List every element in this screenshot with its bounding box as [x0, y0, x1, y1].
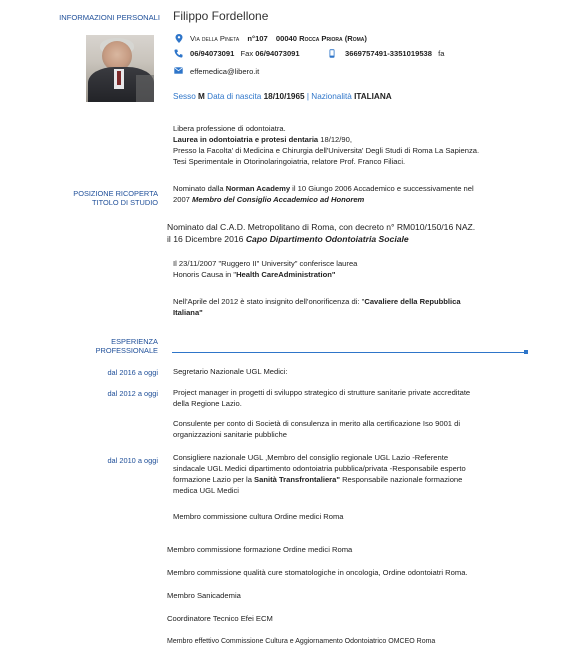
experience-divider: [172, 352, 524, 353]
membro-sanicademia: Membro Sanicademia: [167, 591, 241, 600]
exp-2010-text-a: formazione Lazio per la: [173, 475, 255, 484]
cavaliere-text: Nell'Aprile del 2012 è stato insignito dell'onorificenza di: ": [173, 297, 365, 306]
date-2012: dal 2012 a oggi: [107, 389, 158, 398]
cavaliere-title: Cavaliere della Repubblica: [364, 297, 461, 306]
education-line-2: [173, 135, 352, 145]
consulente-line-2: organizzazioni sanitarie pubbliche: [173, 430, 287, 439]
norman-line-2: [173, 195, 364, 205]
norman-text-a: Nominato dalla: [173, 184, 226, 193]
cad-date: il 16 Dicembre 2016: [167, 234, 246, 244]
ruggero-line-2: [173, 270, 335, 280]
dob-value: 18/10/1965: [263, 92, 305, 101]
education-line-1: Libera professione di odontoiatra.: [173, 124, 286, 133]
section-label-personal-info: INFORMAZIONI PERSONALI: [59, 13, 160, 22]
education-line-3: Presso la Facolta' di Medicina e Chirurgia dell'Universita' Degli Studi di Roma La Sapienza.: [173, 146, 480, 155]
phone-icon: [174, 49, 183, 58]
address-street: Via della Pineta: [190, 34, 240, 43]
address-number: n°107: [247, 34, 268, 43]
experience-label-line-2: PROFESSIONALE: [95, 346, 158, 355]
divider-end-marker: [524, 350, 528, 354]
experience-label-line-1: ESPERIENZA: [111, 337, 158, 346]
phone-number: 06/94073091: [190, 49, 235, 58]
norman-academy: Norman Academy: [225, 184, 291, 193]
exp-2012-line-1: Project manager in progetti di sviluppo strategico di strutture sanitarie private accreditate: [173, 388, 471, 397]
mobile-suffix: fa: [438, 49, 445, 58]
exp-2010-sanita: Sanità Transfrontaliera": [254, 475, 340, 484]
date-2010: dal 2010 a oggi: [107, 456, 158, 465]
location-pin-icon: [174, 34, 183, 43]
exp-2010-line-3: [173, 475, 462, 485]
norman-year: 2007: [173, 195, 193, 204]
ruggero-field: Health CareAdministration": [236, 270, 336, 279]
membro-qualita: Membro commissione qualità cure stomatologiche in oncologia, Ordine odontoiatri Roma.: [167, 568, 468, 577]
exp-2010-line-4: medica UGL Medici: [173, 486, 239, 495]
degree-date: 18/12/90,: [318, 135, 352, 144]
address-city: 00040 Rocca Priora (Roma): [275, 34, 367, 43]
norman-membership: Membro del Consiglio Accademico ad Honorem: [192, 195, 365, 204]
coordinatore-efei: Coordinatore Tecnico Efei ECM: [167, 614, 273, 623]
position-label-line-1: POSIZIONE RICOPERTA: [73, 189, 158, 198]
section-label-position: [20, 189, 158, 207]
ruggero-line-1: Il 23/11/2007 "Ruggero II" University" conferisce laurea: [173, 259, 358, 268]
phone-line: [190, 49, 300, 59]
education-line-4: Tesi Sperimentale in Otorinolaringoiatria, relatore Prof. Franco Filiaci.: [173, 157, 406, 166]
person-name: Filippo Fordellone: [173, 9, 269, 23]
mobile-number: 3669757491-3351019538: [345, 49, 432, 58]
address-line: [190, 34, 367, 44]
personal-details: [173, 92, 392, 102]
membro-formazione: Membro commissione formazione Ordine medici Roma: [167, 545, 353, 554]
membro-cultura: Membro commissione cultura Ordine medici Roma: [173, 512, 344, 521]
ruggero-honoris: Honoris Causa in ": [173, 270, 237, 279]
nationality-value: ITALIANA: [354, 92, 392, 101]
email-link[interactable]: effemedica@libero.it: [190, 67, 260, 76]
membro-omceo: Membro effettivo Commissione Cultura e Aggiornamento Odontoiatrico OMCEO Roma: [167, 638, 436, 645]
dob-label: Data di nascita: [207, 92, 262, 101]
nationality-label: | Nazionalità: [306, 92, 352, 101]
profile-photo: [86, 35, 154, 102]
exp-2010-text-c: Responsabile nazionale formazione: [339, 475, 463, 484]
sex-value: M: [198, 92, 205, 101]
mobile-phone-icon: [327, 49, 336, 58]
cad-role: Capo Dipartimento Odontoiatria Sociale: [245, 234, 409, 244]
cavaliere-line-2: Italiana": [173, 308, 203, 317]
position-label-line-2: TITOLO DI STUDIO: [92, 198, 158, 207]
exp-2016: Segretario Nazionale UGL Medici:: [173, 367, 288, 376]
section-label-experience: [20, 337, 158, 355]
date-2016: dal 2016 a oggi: [107, 368, 158, 377]
fax-label: Fax: [240, 49, 254, 58]
sex-label: Sesso: [173, 92, 196, 101]
consulente-line-1: Consulente per conto di Società di consulenza in merito alla certificazione Iso 9001 di: [173, 419, 461, 428]
degree-title: Laurea in odontoiatria e protesi dentaria: [173, 135, 319, 144]
mobile-line: [345, 49, 444, 59]
norman-line-1: [173, 184, 474, 194]
exp-2010-line-1: Consigliere nazionale UGL ,Membro del consiglio regionale UGL Lazio -Referente: [173, 453, 449, 462]
cavaliere-line-1: [173, 297, 461, 307]
exp-2010-line-2: sindacale UGL Medici dipartimento odontoiatria pubblica/privata -Responsabile esperto: [173, 464, 466, 473]
exp-2012-line-2: della Regione Lazio.: [173, 399, 242, 408]
cad-line-1: Nominato dal C.A.D. Metropolitano di Roma, con decreto n° RM010/150/16 NAZ.: [167, 222, 476, 232]
fax-number: 06/94073091: [255, 49, 300, 58]
envelope-icon: [174, 67, 183, 76]
cad-line-2: [167, 234, 409, 244]
norman-text-c: il 10 Giungo 2006 Accademico e successivamente nel: [290, 184, 474, 193]
